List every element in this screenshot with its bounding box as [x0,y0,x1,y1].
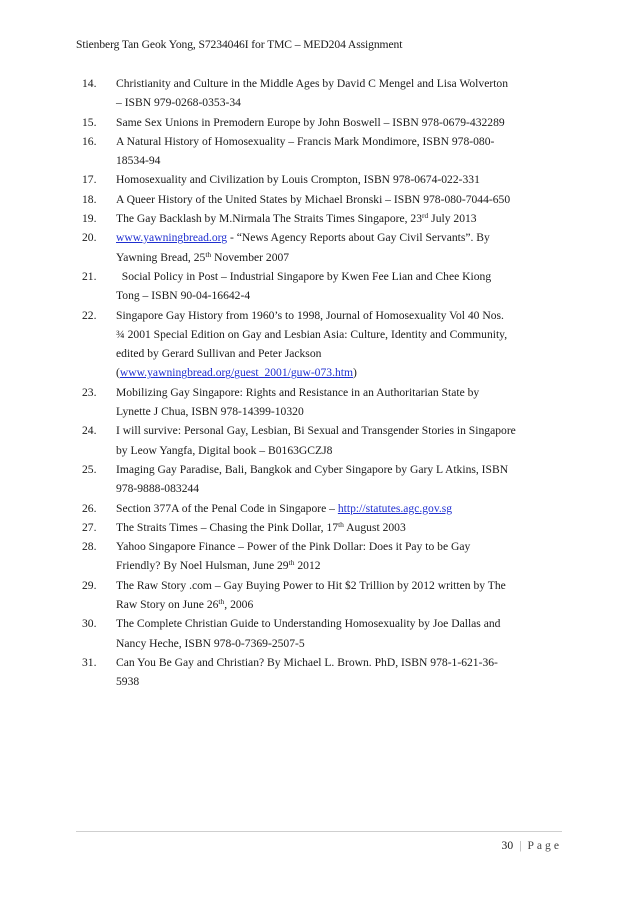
reference-number: 18. [82,192,97,206]
reference-item [82,209,562,228]
reference-item [82,113,562,132]
reference-item [82,460,562,499]
reference-text: edited by Gerard Sullivan and Peter Jackson [116,347,322,361]
reference-text: Section 377A of the Penal Code in Singapore – [116,501,338,515]
reference-text: Nancy Heche, ISBN 978-0-7369-2507-5 [116,636,305,650]
footer-separator: | [519,839,522,852]
reference-text: August 2003 [343,520,406,534]
reference-text: ¾ 2001 Special Edition on Gay and Lesbian Asia: Culture, Identity and Community, [116,327,508,341]
reference-item [82,576,562,615]
reference-item [82,518,562,537]
reference-item [82,421,562,460]
footer-divider [76,831,562,832]
reference-text: Imaging Gay Paradise, Bali, Bangkok and Cyber Singapore by Gary L Atkins, ISBN [116,462,509,476]
reference-text-line [116,556,562,575]
reference-text: 2012 [294,559,321,573]
reference-text-line [116,595,562,614]
ordinal-suffix: th [205,249,212,259]
reference-text: 5938 [116,675,140,689]
reference-item [82,614,562,653]
reference-number: 25. [82,462,97,476]
reference-text: 978-9888-083244 [116,482,200,496]
reference-item [82,190,562,209]
ordinal-suffix: rd [422,211,429,221]
reference-text: - “News Agency Reports about Gay Civil Servants”. By [227,231,490,245]
ordinal-suffix: th [218,597,225,607]
reference-text: The Complete Christian Guide to Understanding Homosexuality by Joe Dallas and [116,617,501,631]
reference-number: 26. [82,501,97,515]
reference-number: 24. [82,424,97,438]
reference-text: , 2006 [224,598,254,612]
reference-text: Yahoo Singapore Finance – Power of the Pink Dollar: Does it Pay to be Gay [116,540,471,554]
reference-number: 17. [82,173,97,187]
reference-item [82,306,562,383]
reference-item [82,267,562,306]
reference-text: Friendly? By Noel Hulsman, June 29 [116,559,289,573]
reference-text: A Queer History of the United States by Michael Bronski – ISBN 978-080-7044-650 [116,192,511,206]
reference-text: Social Policy in Post – Industrial Singapore by Kwen Fee Lian and Chee Kiong [116,269,492,283]
reference-number: 16. [82,134,97,148]
reference-text: The Gay Backlash by M.Nirmala The Straits Times Singapore, 23 [116,212,423,226]
ordinal-suffix: th [338,519,344,529]
reference-text: Lynette J Chua, ISBN 978-14399-10320 [116,405,304,419]
yawningbread-link[interactable]: www.yawningbread.org [116,231,228,245]
reference-text-line [116,248,562,267]
reference-text: I will survive: Personal Gay, Lesbian, Bi Sexual and Transgender Stories in Singapore [116,424,516,438]
reference-text: Homosexuality and Civilization by Louis Crompton, ISBN 978-0674-022-331 [116,173,480,187]
reference-text: The Raw Story .com – Gay Buying Power to Hit $2 Trillion by 2012 written by The [116,578,506,592]
reference-text: Christianity and Culture in the Middle Ages by David C Mengel and Lisa Wolverton [116,77,509,90]
page-label: Page [527,839,562,852]
reference-text: A Natural History of Homosexuality – Francis Mark Mondimore, ISBN 978-080- [116,134,495,148]
reference-item [82,499,562,518]
reference-text: Mobilizing Gay Singapore: Rights and Resistance in an Authoritarian State by [116,385,480,399]
reference-text: Same Sex Unions in Premodern Europe by John Boswell – ISBN 978-0679-432289 [116,115,505,129]
reference-number: 27. [82,520,97,534]
reference-item [82,653,562,692]
reference-item [82,132,562,171]
reference-text: Singapore Gay History from 1960’s to 1998, Journal of Homosexuality Vol 40 Nos. [116,308,504,322]
reference-text-line [116,499,562,518]
reference-number: 23. [82,385,97,399]
reference-number: 21. [82,269,97,283]
reference-text-line [116,228,562,247]
guest-article-link[interactable]: www.yawningbread.org/guest_2001/guw-073.htm [119,366,354,380]
page-footer [502,839,562,852]
reference-text: Yawning Bread, 25 [116,250,206,264]
reference-item [82,383,562,422]
reference-text: ( [116,366,120,380]
reference-text: Tong – ISBN 90-04-16642-4 [116,289,251,303]
reference-number: 31. [82,655,97,669]
page-number: 30 [501,839,514,852]
reference-text: by Leow Yangfa, Digital book – B0163GCZJ8 [116,443,333,457]
reference-text: ) [353,366,357,380]
reference-text: Raw Story on June 26 [116,598,219,612]
reference-number: 30. [82,617,97,631]
reference-number: 15. [82,115,97,129]
document-header: Stienberg Tan Geok Yong, S7234046I for TMC – MED204 Assignment [76,38,403,51]
statutes-link[interactable]: http://statutes.agc.gov.sg [337,501,453,515]
reference-text: – ISBN 979-0268-0353-34 [116,96,241,110]
reference-number: 19. [82,212,97,226]
reference-number: 20. [82,231,97,245]
reference-item [82,170,562,189]
reference-text-line [116,209,562,228]
reference-number: 28. [82,540,97,554]
reference-text: The Straits Times – Chasing the Pink Dollar, 17 [116,520,339,534]
reference-text: Can You Be Gay and Christian? By Michael L. Brown. PhD, ISBN 978-1-621-36- [116,655,498,669]
reference-text: 18534-94 [116,154,161,168]
reference-item [82,74,562,113]
reference-text-line [116,518,562,537]
reference-text: July 2013 [428,212,477,226]
reference-item [82,537,562,576]
reference-text: November 2007 [211,250,290,264]
reference-number: 14. [82,77,97,90]
reference-number: 29. [82,578,97,592]
reference-text-line [116,363,562,382]
reference-item [82,228,562,267]
reference-list [82,74,562,692]
ordinal-suffix: th [288,558,295,568]
reference-number: 22. [82,308,97,322]
